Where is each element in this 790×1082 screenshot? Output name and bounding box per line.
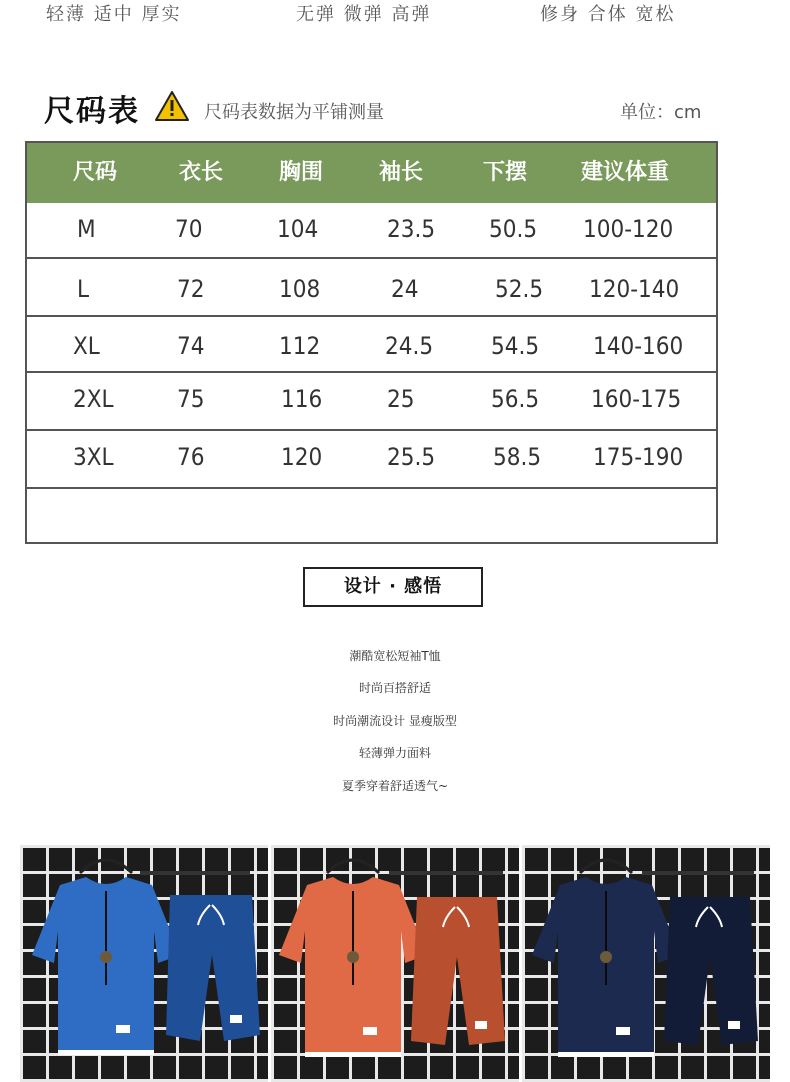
thickness-options: 轻薄 适中 厚实 bbox=[46, 4, 182, 25]
cell-sleeve: 25.5 bbox=[387, 443, 436, 471]
cell-chest: 112 bbox=[279, 332, 321, 360]
cell-size: L bbox=[77, 275, 90, 303]
cell-hem: 58.5 bbox=[493, 443, 542, 471]
outfit-illustration bbox=[271, 845, 519, 1082]
size-chart-note: 尺码表数据为平铺测量 bbox=[204, 102, 384, 123]
size-table bbox=[25, 141, 718, 544]
warning-icon bbox=[154, 90, 190, 122]
cell-size: XL bbox=[73, 332, 100, 360]
table-row bbox=[27, 259, 716, 317]
header-hem: 下摆 bbox=[483, 160, 528, 185]
cell-weight: 120-140 bbox=[589, 275, 680, 303]
cell-length: 76 bbox=[177, 443, 205, 471]
cell-sleeve: 25 bbox=[387, 385, 415, 413]
design-line: 时尚百搭舒适 bbox=[358, 681, 431, 695]
header-length: 衣长 bbox=[179, 160, 224, 185]
design-line: 潮酷宽松短袖T恤 bbox=[349, 649, 441, 663]
cell-chest: 120 bbox=[281, 443, 323, 471]
cell-weight: 160-175 bbox=[591, 385, 682, 413]
design-line: 轻薄弹力面料 bbox=[358, 746, 431, 760]
cell-length: 72 bbox=[177, 275, 205, 303]
product-photo-blue bbox=[20, 845, 268, 1082]
header-sleeve: 袖长 bbox=[379, 160, 424, 185]
header-chest: 胸围 bbox=[279, 160, 324, 185]
cell-hem: 56.5 bbox=[491, 385, 540, 413]
cell-size: M bbox=[77, 215, 96, 243]
cell-sleeve: 23.5 bbox=[387, 215, 436, 243]
cell-length: 74 bbox=[177, 332, 205, 360]
elasticity-options: 无弹 微弹 高弹 bbox=[296, 4, 432, 25]
cell-weight: 100-120 bbox=[583, 215, 674, 243]
cell-length: 75 bbox=[177, 385, 205, 413]
cell-chest: 116 bbox=[281, 385, 323, 413]
table-row bbox=[27, 317, 716, 373]
cell-hem: 50.5 bbox=[489, 215, 538, 243]
table-row bbox=[27, 373, 716, 431]
cell-hem: 54.5 bbox=[491, 332, 540, 360]
table-row bbox=[27, 431, 716, 489]
design-title: 设计 · 感悟 bbox=[303, 567, 483, 607]
unit-label: 单位：cm bbox=[620, 102, 702, 123]
table-header bbox=[27, 143, 716, 203]
cell-size: 3XL bbox=[73, 443, 114, 471]
header-weight: 建议体重 bbox=[581, 160, 670, 185]
outfit-illustration bbox=[522, 845, 770, 1082]
size-chart-title: 尺码表 bbox=[44, 94, 140, 129]
cell-hem: 52.5 bbox=[495, 275, 544, 303]
cell-length: 70 bbox=[175, 215, 203, 243]
cell-weight: 175-190 bbox=[593, 443, 684, 471]
product-photo-navy bbox=[522, 845, 770, 1082]
cell-chest: 108 bbox=[279, 275, 321, 303]
cell-chest: 104 bbox=[277, 215, 319, 243]
design-line: 夏季穿着舒适透气~ bbox=[341, 779, 449, 793]
product-photo-orange bbox=[271, 845, 519, 1082]
cell-size: 2XL bbox=[73, 385, 114, 413]
design-line: 时尚潮流设计 显瘦版型 bbox=[333, 714, 457, 728]
outfit-illustration bbox=[20, 845, 268, 1082]
cell-sleeve: 24 bbox=[391, 275, 419, 303]
cell-sleeve: 24.5 bbox=[385, 332, 434, 360]
fit-options: 修身 合体 宽松 bbox=[540, 4, 676, 25]
table-row bbox=[27, 203, 716, 259]
header-size: 尺码 bbox=[73, 160, 118, 185]
cell-weight: 140-160 bbox=[593, 332, 684, 360]
